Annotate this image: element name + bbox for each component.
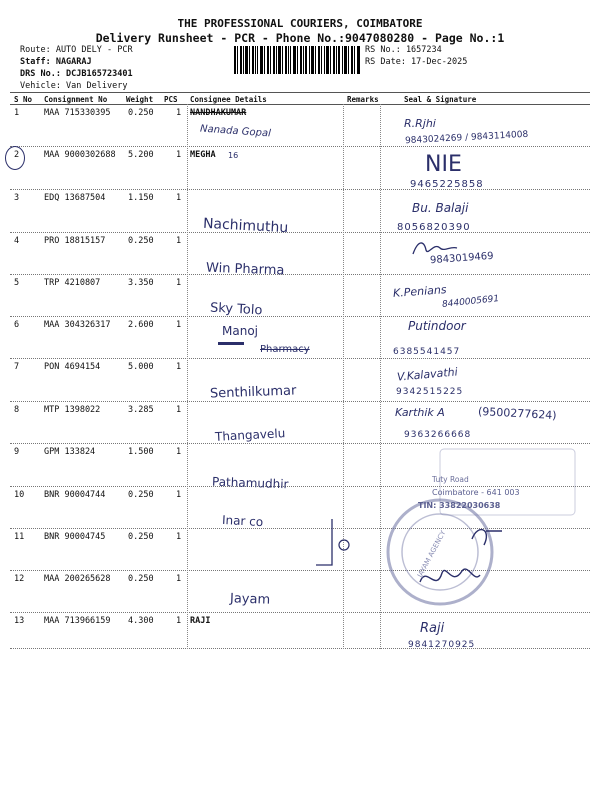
hw-r5-signature: K.Penians [392,283,447,300]
stamp-ring-text: JAYAM AGENCY [416,529,448,579]
row-separator [10,358,590,359]
row-consignee: MEGHA [190,150,216,160]
row-consignee: RAJI [190,616,211,626]
row-consignment-no: MAA 200265628 [44,574,111,584]
staff-label: Staff: NAGARAJ [20,57,92,67]
col-weight: Weight [126,95,154,104]
row-sno: 4 [14,236,20,246]
hw-r1-signature: R.Rjhi [404,117,436,130]
row-weight: 0.250 [128,532,154,542]
row-pcs: 1 [176,150,182,160]
row-sno: 13 [14,616,25,626]
row-pcs: 1 [176,532,182,542]
hw-r9-name: Pathamudhir [211,474,289,492]
row-weight: 1.500 [128,447,154,457]
row-consignee: NANDHAKUMAR [190,108,247,118]
col-remarks: Remarks [347,95,379,104]
col-pcs: PCS [164,95,178,104]
row-consignment-no: BNR 90004744 [44,490,106,500]
route-label: Route: AUTO DELY - PCR [20,45,133,55]
row-consignment-no: TRP 4210807 [44,278,101,288]
hw-r6-phone: 6385541457 [393,347,461,357]
hw-r5-phone: 8440005691 [441,294,500,310]
hw-r7-name: Senthilkumar [209,383,297,402]
row-pcs: 1 [176,236,182,246]
hw-r4-phone: 9843019469 [429,250,494,267]
hw-r7-phone: 9342515225 [396,387,464,397]
row-sno: 2 [14,150,20,160]
row-separator [10,401,590,402]
rs-date: RS Date: 17-Dec-2025 [365,57,468,67]
row-sno: 6 [14,320,20,330]
row-separator [10,189,590,190]
rs-number: RS No.: 1657234 [365,45,442,55]
table-top-rule [10,92,590,93]
hw-r4-name: Win Pharma [205,260,285,279]
handwritten-circle-mark [5,146,25,170]
col-sno: S No [14,95,33,104]
row-weight: 5.200 [128,150,154,160]
row-pcs: 1 [176,490,182,500]
row-sno: 12 [14,574,25,584]
row-sno: 5 [14,278,20,288]
col-consignee: Consignee Details [190,95,267,104]
table-header-rule [10,104,590,105]
hw-r7-signature: V.Kalavathi [396,365,459,384]
row-sno: 10 [14,490,25,500]
row-sno: 8 [14,405,20,415]
drs-label: DRS No.: DCJB165723401 [20,69,133,79]
row-consignment-no: MTP 1398022 [44,405,101,415]
hw-r1-name: Nanada Gopal [199,123,272,140]
row-separator [10,232,590,233]
col-seal-signature: Seal & Signature [404,95,477,104]
row-weight: 2.600 [128,320,154,330]
hw-r8-name: Thangavelu [214,426,286,444]
row-consignment-no: MAA 304326317 [44,320,111,330]
hw-r3-name: Nachimuthu [202,215,289,237]
row-weight: 4.300 [128,616,154,626]
hw-r8-signature: Karthik A [395,406,445,419]
hw-bracket-mark [310,515,360,575]
stamp-line-tin: TIN: 33822030638 [418,501,501,510]
row-weight: 0.250 [128,108,154,118]
hw-r8-phone2: (9500277624) [477,404,557,423]
hw-r5-name: Sky Tolo [209,300,263,319]
vehicle-label: Vehicle: Van Delivery [20,81,128,91]
row-consignment-no: EDQ 13687504 [44,193,106,203]
stamp-line-city: Coimbatore - 641 003 [432,488,520,497]
row-pcs: 1 [176,108,182,118]
row-weight: 5.000 [128,362,154,372]
row-pcs: 1 [176,193,182,203]
barcode [234,46,360,74]
row-sno: 1 [14,108,20,118]
hw-r6-name: Manoj [222,324,258,338]
row-sno: 9 [14,447,20,457]
row-sno: 7 [14,362,20,372]
row-pcs: 1 [176,574,182,584]
hw-r13-signature: Raji [420,621,445,636]
row-separator [10,648,590,649]
row-pcs: 1 [176,278,182,288]
row-pcs: 1 [176,320,182,330]
hw-r6-signature: Putindoor [408,319,466,333]
row-consignment-no: MAA 9000302688 [44,150,116,160]
row-pcs: 1 [176,447,182,457]
row-separator [10,443,590,444]
row-weight: 0.250 [128,236,154,246]
hw-r3-signature: Bu. Balaji [412,201,469,215]
col-consignment: Consignment No [44,95,108,104]
row-consignment-no: BNR 90004745 [44,532,106,542]
row-consignment-no: MAA 713966159 [44,616,111,626]
consignee-column-rule [187,104,188,649]
row-consignment-no: MAA 715330395 [44,108,111,118]
runsheet-title: Delivery Runsheet - PCR - Phone No.:9047080280 - Page No.:1 [95,31,505,45]
row-weight: 0.250 [128,490,154,500]
hw-r10-name: Inar co [221,512,264,530]
row-pcs: 1 [176,616,182,626]
hw-r2-phone: 9465225858 [410,179,484,190]
stamp-line-road: Tuty Road [432,475,469,484]
hw-r12-name: Jayam [229,591,271,608]
hw-r13-phone: 9841270925 [408,640,476,650]
row-consignment-no: PRO 18815157 [44,236,106,246]
company-stamp [380,447,580,627]
row-pcs: 1 [176,362,182,372]
row-weight: 3.350 [128,278,154,288]
row-weight: 0.250 [128,574,154,584]
hw-r3-phone: 8056820390 [397,222,471,233]
hw-r6-scribble [218,342,244,355]
row-separator [10,146,590,147]
hw-r1-phone: 9843024269 / 9843114008 [404,129,529,147]
row-separator [10,316,590,317]
hw-r2-note: 16 [228,151,239,160]
hw-r2-signature: NIE [425,152,462,177]
row-pcs: 1 [176,405,182,415]
row-consignment-no: PON 4694154 [44,362,101,372]
row-separator [10,274,590,275]
row-weight: 1.150 [128,193,154,203]
company-title: THE PROFESSIONAL COURIERS, COIMBATORE [177,17,423,30]
row-sno: 11 [14,532,25,542]
row-sno: 3 [14,193,20,203]
hw-r6-struck: Pharmacy [260,344,310,355]
row-weight: 3.285 [128,405,154,415]
row-consignment-no: GPM 133824 [44,447,96,457]
hw-r8-phone: 9363266668 [404,430,472,440]
